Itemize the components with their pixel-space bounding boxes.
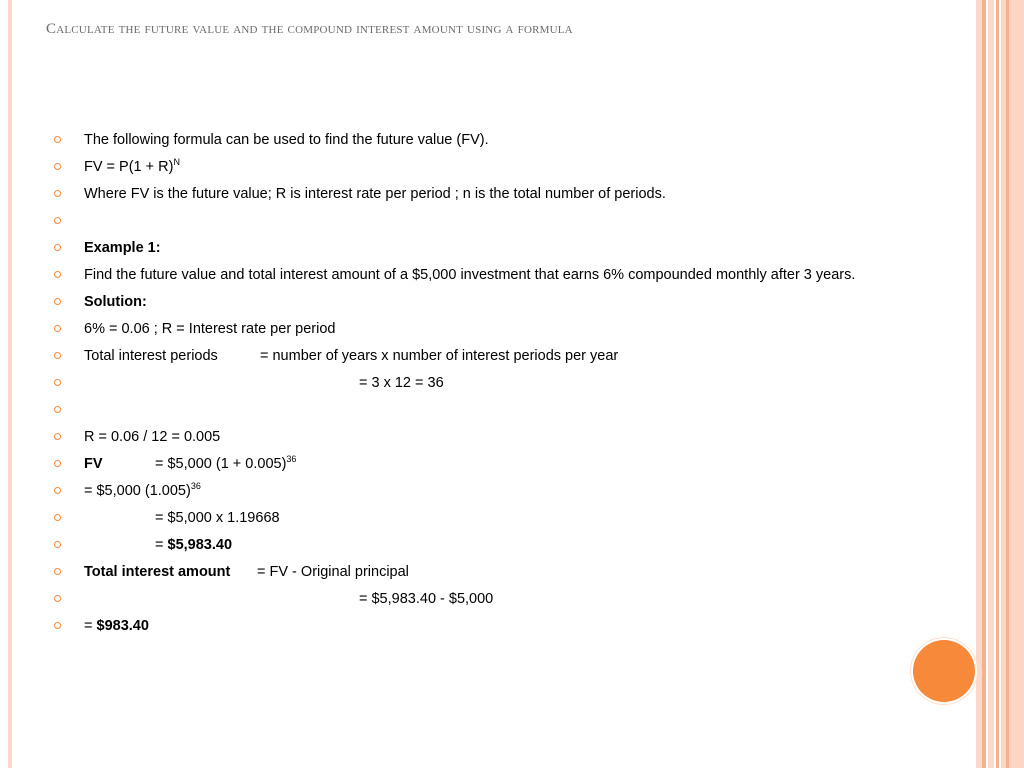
bullet-ring-icon bbox=[54, 514, 61, 521]
bullet-ring-icon bbox=[54, 298, 61, 305]
bullet-item bbox=[52, 235, 952, 262]
bullet-ring-icon bbox=[54, 352, 61, 359]
bullet-text: R = 0.06 / 12 = 0.005 bbox=[84, 429, 221, 445]
result-text bbox=[84, 613, 149, 640]
formula-base: = $5,000 (1.005) bbox=[84, 483, 191, 499]
bullet-ring-icon bbox=[54, 406, 61, 413]
bullet-ring-icon bbox=[54, 271, 61, 278]
bullet-ring-icon bbox=[54, 163, 61, 170]
bullet-item bbox=[52, 505, 952, 532]
formula-text bbox=[155, 451, 296, 478]
bullet-item bbox=[52, 424, 952, 451]
bullet-item bbox=[52, 370, 952, 397]
stripe-3 bbox=[988, 0, 994, 768]
value-text: = $5,983.40 - $5,000 bbox=[359, 591, 494, 607]
formula-exponent: 36 bbox=[190, 481, 201, 491]
equals-sign: = bbox=[155, 537, 168, 553]
stripe-4 bbox=[996, 0, 999, 768]
orange-circle-decoration bbox=[913, 640, 975, 702]
value-text: = $5,000 x 1.19668 bbox=[155, 510, 280, 526]
bullet-ring-icon bbox=[54, 325, 61, 332]
bullet-ring-icon bbox=[54, 568, 61, 575]
formula-text bbox=[84, 478, 201, 505]
total-interest-label: Total interest amount bbox=[84, 564, 231, 580]
label-text: Total interest periods bbox=[84, 348, 218, 364]
formula-base: FV = P(1 + R) bbox=[84, 159, 174, 175]
fv-label: FV bbox=[84, 456, 103, 472]
bullet-item bbox=[52, 559, 952, 586]
bullet-text: 6% = 0.06 ; R = Interest rate per period bbox=[84, 321, 336, 337]
value-text: = 3 x 12 = 36 bbox=[359, 375, 444, 391]
bullet-ring-icon bbox=[54, 541, 61, 548]
bullet-item bbox=[52, 316, 952, 343]
bullet-item bbox=[52, 613, 952, 640]
bullet-ring-icon bbox=[54, 487, 61, 494]
bullet-item bbox=[52, 532, 952, 559]
bullet-item bbox=[52, 154, 952, 181]
bullet-ring-icon bbox=[54, 217, 61, 224]
bullet-item bbox=[52, 262, 952, 289]
bullet-item bbox=[52, 289, 952, 316]
fv-result: $5,983.40 bbox=[167, 537, 233, 553]
bullet-list bbox=[52, 127, 952, 640]
bullet-text: The following formula can be used to find the future value (FV). bbox=[84, 132, 489, 148]
example-heading: Example 1: bbox=[84, 240, 161, 256]
formula-exponent: 36 bbox=[286, 454, 297, 464]
bullet-ring-icon bbox=[54, 595, 61, 602]
value-text: = number of years x number of interest periods per year bbox=[260, 348, 619, 364]
bullet-item bbox=[52, 451, 952, 478]
bullet-ring-icon bbox=[54, 244, 61, 251]
left-decorative-bar bbox=[8, 0, 12, 768]
solution-heading: Solution: bbox=[84, 294, 147, 310]
formula-text bbox=[84, 154, 180, 181]
formula-exponent: N bbox=[173, 157, 180, 167]
stripe-2 bbox=[982, 0, 986, 768]
slide-title: Calculate the future value and the compound interest amount using a formula bbox=[46, 21, 573, 37]
stripe-5 bbox=[1001, 0, 1024, 768]
bullet-ring-icon bbox=[54, 190, 61, 197]
bullet-text: Find the future value and total interest amount of a $5,000 investment that earns 6% compounded monthly after 3 years. bbox=[84, 267, 856, 283]
bullet-ring-icon bbox=[54, 379, 61, 386]
stripe-6 bbox=[1006, 0, 1009, 768]
bullet-item bbox=[52, 343, 952, 370]
interest-result: $983.40 bbox=[96, 618, 149, 634]
bullet-item bbox=[52, 586, 952, 613]
equals-sign: = bbox=[84, 618, 97, 634]
bullet-item-empty bbox=[52, 397, 952, 424]
bullet-ring-icon bbox=[54, 460, 61, 467]
bullet-item-empty bbox=[52, 208, 952, 235]
formula-base: = $5,000 (1 + 0.005) bbox=[155, 456, 287, 472]
value-text: = FV - Original principal bbox=[257, 564, 409, 580]
bullet-item bbox=[52, 127, 952, 154]
result-text bbox=[155, 532, 232, 559]
bullet-ring-icon bbox=[54, 433, 61, 440]
bullet-ring-icon bbox=[54, 622, 61, 629]
bullet-item bbox=[52, 181, 952, 208]
bullet-text: Where FV is the future value; R is interest rate per period ; n is the total number of periods. bbox=[84, 186, 666, 202]
right-decorative-stripes bbox=[976, 0, 1024, 768]
bullet-item bbox=[52, 478, 952, 505]
bullet-ring-icon bbox=[54, 136, 61, 143]
